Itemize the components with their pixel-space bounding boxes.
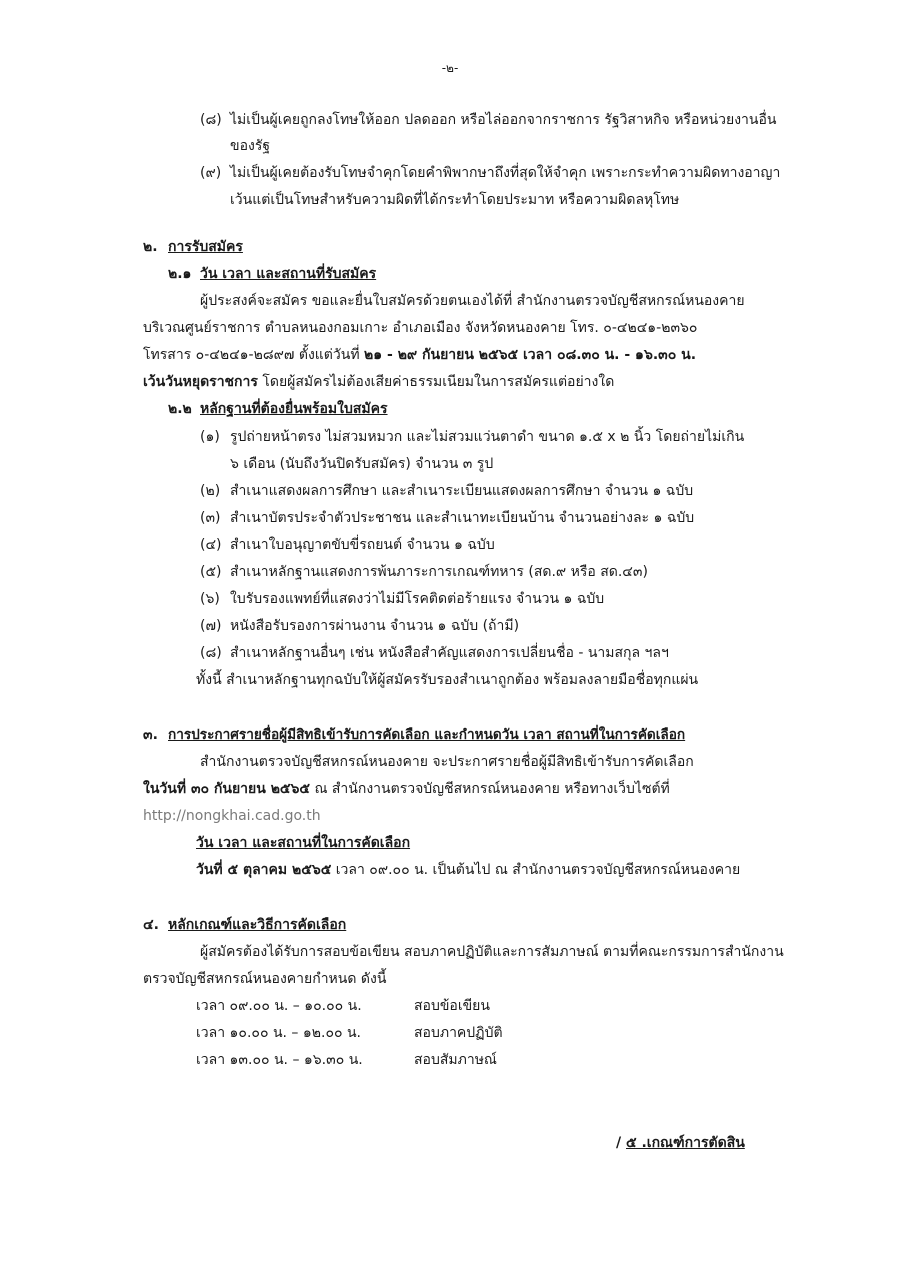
section4-para-line2: ตรวจบัญชีสหกรณ์หนองคายกำหนด ดังนี้: [143, 971, 387, 987]
selection-time-location: เวลา ๐๙.๐๐ น. เป็นต้นไป ณ สำนักงานตรวจบัญชีสหกรณ์หนองคาย: [331, 862, 741, 878]
qualification-num-8: (๘): [200, 112, 222, 128]
section4-number: ๔.: [143, 917, 159, 933]
next-page-slash: /: [616, 1135, 626, 1151]
doc-item-6: ใบรับรองแพทย์ที่แสดงว่าไม่มีโรคติดต่อร้ายแรง จำนวน ๑ ฉบับ: [230, 591, 605, 607]
section2-2-title: หลักฐานที่ต้องยื่นพร้อมใบสมัคร: [200, 401, 388, 417]
qualification-9-line2: เว้นแต่เป็นโทษสำหรับความผิดที่ได้กระทำโดยประมาท หรือความผิดลหุโทษ: [230, 192, 680, 208]
next-page-heading: ๕ .เกณฑ์การตัดสิน: [626, 1135, 745, 1151]
website-link[interactable]: http://nongkhai.cad.go.th: [143, 808, 321, 824]
section4-para-line1: ผู้สมัครต้องได้รับการสอบข้อเขียน สอบภาคปฏิบัติและการสัมภาษณ์ ตามที่คณะกรรมการสำนักงาน: [200, 944, 784, 960]
section2-number: ๒.: [143, 239, 158, 255]
section3-number: ๓.: [143, 727, 158, 743]
application-dates: ๒๑ - ๒๙ กันยายน ๒๕๖๕: [364, 347, 519, 363]
doc-num-1: (๑): [200, 429, 220, 445]
schedule-task-3: สอบสัมภาษณ์: [414, 1052, 497, 1068]
section3-para-line1: สำนักงานตรวจบัญชีสหกรณ์หนองคาย จะประกาศรายชื่อผู้มีสิทธิเข้ารับการคัดเลือก: [200, 754, 694, 770]
section3-title: การประกาศรายชื่อผู้มีสิทธิเข้ารับการคัดเลือก และกำหนดวัน เวลา สถานที่ในการคัดเลือก: [168, 727, 686, 743]
doc-num-4: (๔): [200, 537, 222, 553]
section2-1-para-line4: [143, 372, 614, 392]
doc-num-7: (๗): [200, 618, 222, 634]
holiday-exception: เว้นวันหยุดราชการ: [143, 374, 258, 390]
doc-item-2: สำเนาแสดงผลการศึกษา และสำเนาระเบียนแสดงผลการศึกษา จำนวน ๑ ฉบับ: [230, 483, 694, 499]
application-hours: เวลา ๐๘.๓๐ น. - ๑๖.๓๐ น.: [518, 347, 697, 363]
schedule-time-2: เวลา ๑๐.๐๐ น. – ๑๒.๐๐ น.: [196, 1025, 362, 1041]
section2-2-number: ๒.๒: [168, 401, 192, 417]
section4-title: หลักเกณฑ์และวิธีการคัดเลือก: [168, 917, 347, 933]
section3-para-line2: [143, 779, 670, 799]
qualification-8-line2: ของรัฐ: [230, 138, 271, 154]
fax-and-period-label: โทรสาร ๐-๔๒๔๑-๒๘๙๗ ตั้งแต่วันที่: [143, 347, 365, 363]
doc-item-3: สำเนาบัตรประจำตัวประชาชน และสำเนาทะเบียนบ้าน จำนวนอย่างละ ๑ ฉบับ: [230, 510, 695, 526]
qualification-9-line1: ไม่เป็นผู้เคยต้องรับโทษจำคุกโดยคำพิพากษาถึงที่สุดให้จำคุก เพราะกระทำความผิดทางอาญา: [230, 165, 781, 181]
doc-num-3: (๓): [200, 510, 221, 526]
announcement-location: ณ สำนักงานตรวจบัญชีสหกรณ์หนองคาย หรือทางเว็บไซต์ที่: [310, 781, 670, 797]
doc-num-5: (๕): [200, 564, 222, 580]
schedule-time-1: เวลา ๐๙.๐๐ น. – ๑๐.๐๐ น.: [196, 998, 362, 1014]
qualification-num-9: (๙): [200, 165, 222, 181]
schedule-task-1: สอบข้อเขียน: [414, 998, 490, 1014]
doc-num-8: (๘): [200, 645, 222, 661]
section2-title: การรับสมัคร: [168, 239, 243, 255]
section2-1-title: วัน เวลา และสถานที่รับสมัคร: [200, 266, 377, 282]
certification-note: ทั้งนี้ สำเนาหลักฐานทุกฉบับให้ผู้สมัครรับรองสำเนาถูกต้อง พร้อมลงลายมือชื่อทุกแผ่น: [196, 672, 699, 688]
section2-1-number: ๒.๑: [168, 266, 192, 282]
doc-item-5: สำเนาหลักฐานแสดงการพ้นภาระการเกณฑ์ทหาร (สด.๙ หรือ สด.๔๓): [230, 564, 648, 580]
doc-item-4: สำเนาใบอนุญาตขับขี่รถยนต์ จำนวน ๑ ฉบับ: [230, 537, 495, 553]
page-number: -๒-: [441, 61, 459, 75]
doc-item-1-cont: ๖ เดือน (นับถึงวันปิดรับสมัคร) จำนวน ๓ รูป: [230, 456, 494, 472]
qualification-8-line1: ไม่เป็นผู้เคยถูกลงโทษให้ออก ปลดออก หรือไล่ออกจากราชการ รัฐวิสาหกิจ หรือหน่วยงานอื่น: [230, 112, 777, 128]
doc-num-2: (๒): [200, 483, 221, 499]
doc-item-1: รูปถ่ายหน้าตรง ไม่สวมหมวก และไม่สวมแว่นตาดำ ขนาด ๑.๕ x ๒ นิ้ว โดยถ่ายไม่เกิน: [230, 429, 745, 445]
section2-1-para-line2: บริเวณศูนย์ราชการ ตำบลหนองกอมเกาะ อำเภอเมือง จังหวัดหนองคาย โทร. ๐-๔๒๔๑-๒๓๖๐: [143, 320, 698, 336]
section2-1-para-line1: ผู้ประสงค์จะสมัคร ขอและยื่นใบสมัครด้วยตนเองได้ที่ สำนักงานตรวจบัญชีสหกรณ์หนองคาย: [200, 293, 745, 309]
selection-subtitle: วัน เวลา และสถานที่ในการคัดเลือก: [196, 835, 411, 851]
selection-date: วันที่ ๕ ตุลาคม ๒๕๖๕: [196, 862, 332, 878]
doc-num-6: (๖): [200, 591, 220, 607]
no-fee-note: โดยผู้สมัครไม่ต้องเสียค่าธรรมเนียมในการสมัครแต่อย่างใด: [257, 374, 615, 390]
doc-item-7: หนังสือรับรองการผ่านงาน จำนวน ๑ ฉบับ (ถ้ามี): [230, 618, 520, 634]
schedule-time-3: เวลา ๑๓.๐๐ น. – ๑๖.๓๐ น.: [196, 1052, 363, 1068]
announcement-date: ในวันที่ ๓๐ กันยายน ๒๕๖๕: [143, 781, 310, 797]
schedule-task-2: สอบภาคปฏิบัติ: [414, 1025, 503, 1041]
doc-item-8: สำเนาหลักฐานอื่นๆ เช่น หนังสือสำคัญแสดงการเปลี่ยนชื่อ - นามสกุล ฯลฯ: [230, 645, 669, 661]
selection-date-line: [196, 860, 740, 880]
next-page-marker: [616, 1133, 745, 1153]
section2-1-para-line3: [143, 345, 696, 365]
